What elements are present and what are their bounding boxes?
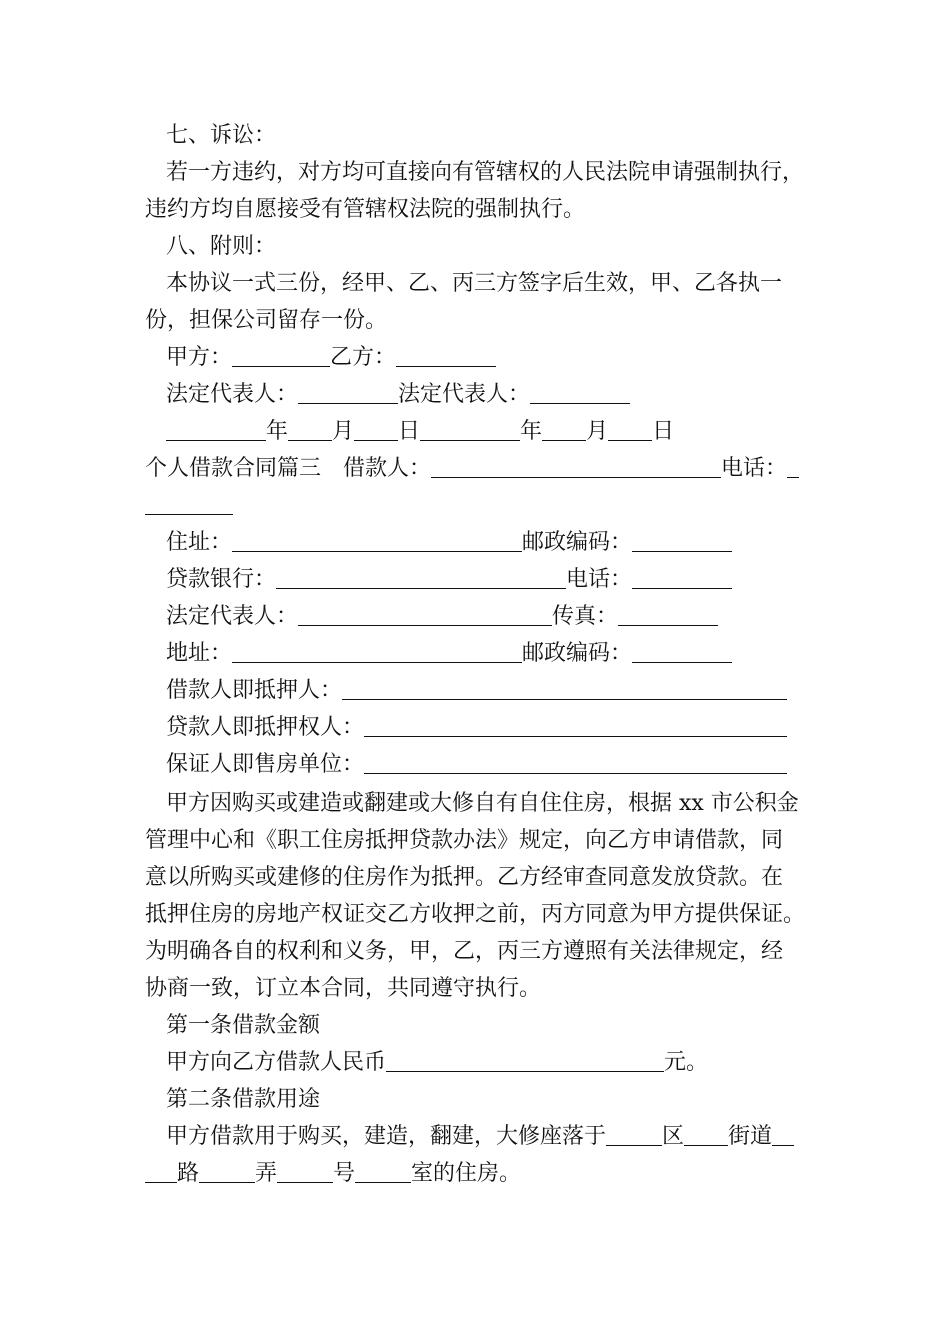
guarantor-line (145, 747, 825, 783)
loan-amount-blank[interactable] (386, 1049, 664, 1072)
borrower-phone-blank-end[interactable] (145, 492, 233, 515)
location-postcode-label: 邮政编码： (522, 641, 633, 666)
intro-line-2 (145, 823, 825, 859)
legal-representative-line (145, 377, 825, 413)
number-blank[interactable] (277, 1160, 333, 1183)
address-line (145, 525, 825, 561)
section-7-heading (145, 118, 825, 154)
intro-line-4 (145, 897, 825, 933)
party-b-legal-rep-blank[interactable] (530, 381, 630, 404)
bank-phone-label: 电话： (566, 567, 633, 592)
article-1-heading (145, 1008, 825, 1044)
intro-line-5 (145, 934, 825, 970)
year-label-b: 年 (520, 419, 543, 444)
road-blank-end[interactable] (145, 1160, 177, 1183)
contract-3-title: 个人借款合同篇三 (145, 456, 322, 481)
room-suffix: 室的住房。 (411, 1161, 522, 1186)
section-7-body-text-2: 违约方均自愿接受有管辖权法院的强制执行。 (145, 197, 586, 222)
intro-line-6 (145, 971, 825, 1007)
lender-bank-line (145, 562, 825, 598)
article-1-body-prefix: 甲方向乙方借款人民币 (166, 1050, 387, 1075)
lane-label: 弄 (255, 1161, 278, 1186)
party-b-legal-rep-label: 法定代表人： (398, 382, 531, 407)
month-blank-b[interactable] (542, 418, 586, 441)
room-blank[interactable] (355, 1160, 411, 1183)
article-1-heading-text: 第一条借款金额 (166, 1013, 321, 1038)
day-label-a: 日 (398, 419, 421, 444)
mortgagor-line (145, 673, 825, 709)
mortgagee-line (145, 710, 825, 746)
article-2-heading-text: 第二条借款用途 (166, 1087, 321, 1112)
lane-blank[interactable] (199, 1160, 255, 1183)
address-blank[interactable] (232, 529, 522, 552)
guarantor-label: 保证人即售房单位： (166, 752, 365, 777)
guarantor-blank[interactable] (364, 751, 787, 774)
article-2-heading (145, 1082, 825, 1118)
day-label-b: 日 (652, 419, 675, 444)
party-a-blank[interactable] (232, 344, 330, 367)
month-blank-a[interactable] (288, 418, 332, 441)
location-line (145, 636, 825, 672)
district-blank[interactable] (606, 1123, 662, 1146)
article-2-body-text: 甲方借款用于购买，建造，翻建，大修座落于 (166, 1124, 607, 1149)
location-blank[interactable] (232, 640, 522, 663)
section-8-body-line-2 (145, 303, 825, 339)
section-7-heading-text: 七、诉讼： (166, 123, 277, 148)
address-label: 住址： (166, 530, 233, 555)
article-1-body (145, 1045, 825, 1081)
borrower-phone-blank-start[interactable] (787, 455, 799, 478)
location-label: 地址： (166, 641, 233, 666)
section-7-body-line-1 (145, 155, 825, 191)
district-label: 区 (662, 1124, 685, 1149)
party-a-label: 甲方： (166, 345, 233, 370)
intro-text-6: 协商一致，订立本合同，共同遵守执行。 (145, 976, 542, 1001)
section-8-heading-text: 八、附则： (166, 234, 277, 259)
mortgagor-blank[interactable] (342, 677, 787, 700)
borrower-blank[interactable] (431, 455, 721, 478)
article-2-body-line-1 (145, 1119, 825, 1155)
bank-legal-rep-blank[interactable] (298, 603, 552, 626)
year-label-a: 年 (266, 419, 289, 444)
bank-phone-blank[interactable] (632, 566, 732, 589)
fax-blank[interactable] (618, 603, 718, 626)
party-a-legal-rep-blank[interactable] (298, 381, 398, 404)
section-8-body-text-1: 本协议一式三份，经甲、乙、丙三方签字后生效，甲、乙各执一 (166, 271, 783, 296)
street-blank[interactable] (684, 1123, 728, 1146)
article-2-body-line-2 (145, 1156, 825, 1192)
borrower-phone-continuation (145, 488, 825, 524)
section-8-body-text-2: 份，担保公司留存一份。 (145, 308, 388, 333)
mortgagee-label: 贷款人即抵押权人： (166, 715, 365, 740)
day-blank-a[interactable] (354, 418, 398, 441)
bank-legal-rep-line (145, 599, 825, 635)
party-b-label: 乙方： (330, 345, 397, 370)
mortgagor-label: 借款人即抵押人： (166, 678, 343, 703)
intro-text-5: 为明确各自的权利和义务，甲，乙，丙三方遵照有关法律规定，经 (145, 939, 784, 964)
section-7-body-text-1: 若一方违约，对方均可直接向有管辖权的人民法院申请强制执行， (166, 160, 805, 185)
section-8-body-line-1 (145, 266, 825, 302)
article-1-body-suffix: 元。 (664, 1050, 709, 1075)
intro-text-4: 抵押住房的房地产权证交乙方收押之前，丙方同意为甲方提供保证。 (145, 902, 806, 927)
signature-parties-line (145, 340, 825, 376)
intro-line-3 (145, 860, 825, 896)
postcode-blank[interactable] (632, 529, 732, 552)
month-label-b: 月 (586, 419, 609, 444)
section-7-body-line-2 (145, 192, 825, 228)
lender-bank-label: 贷款银行： (166, 567, 277, 592)
intro-line-1 (145, 786, 825, 822)
month-label-a: 月 (332, 419, 355, 444)
day-blank-b[interactable] (608, 418, 652, 441)
party-b-blank[interactable] (396, 344, 496, 367)
location-postcode-blank[interactable] (632, 640, 732, 663)
lender-bank-blank[interactable] (276, 566, 566, 589)
intro-text-2: 管理中心和《职工住房抵押贷款办法》规定，向乙方申请借款，同 (145, 828, 784, 853)
section-8-heading (145, 229, 825, 265)
contract-3-title-line (145, 451, 825, 487)
party-a-legal-rep-label: 法定代表人： (166, 382, 299, 407)
mortgagee-blank[interactable] (364, 714, 787, 737)
year-blank-b[interactable] (420, 418, 520, 441)
borrower-phone-label: 电话： (721, 456, 788, 481)
street-label: 街道 (728, 1124, 773, 1149)
fax-label: 传真： (552, 604, 619, 629)
road-label: 路 (177, 1161, 200, 1186)
bank-legal-rep-label: 法定代表人： (166, 604, 299, 629)
intro-text-1: 甲方因购买或建造或翻建或大修自有自住住房，根据 xx 市公积金 (166, 791, 799, 816)
postcode-label: 邮政编码： (522, 530, 633, 555)
year-blank-a[interactable] (166, 418, 266, 441)
borrower-label: 借款人： (343, 456, 432, 481)
intro-text-3: 意以所购买或建修的住房作为抵押。乙方经审查同意发放贷款。在 (145, 865, 784, 890)
signing-date-line (145, 414, 825, 450)
road-blank-start[interactable] (772, 1123, 794, 1146)
number-label: 号 (333, 1161, 356, 1186)
